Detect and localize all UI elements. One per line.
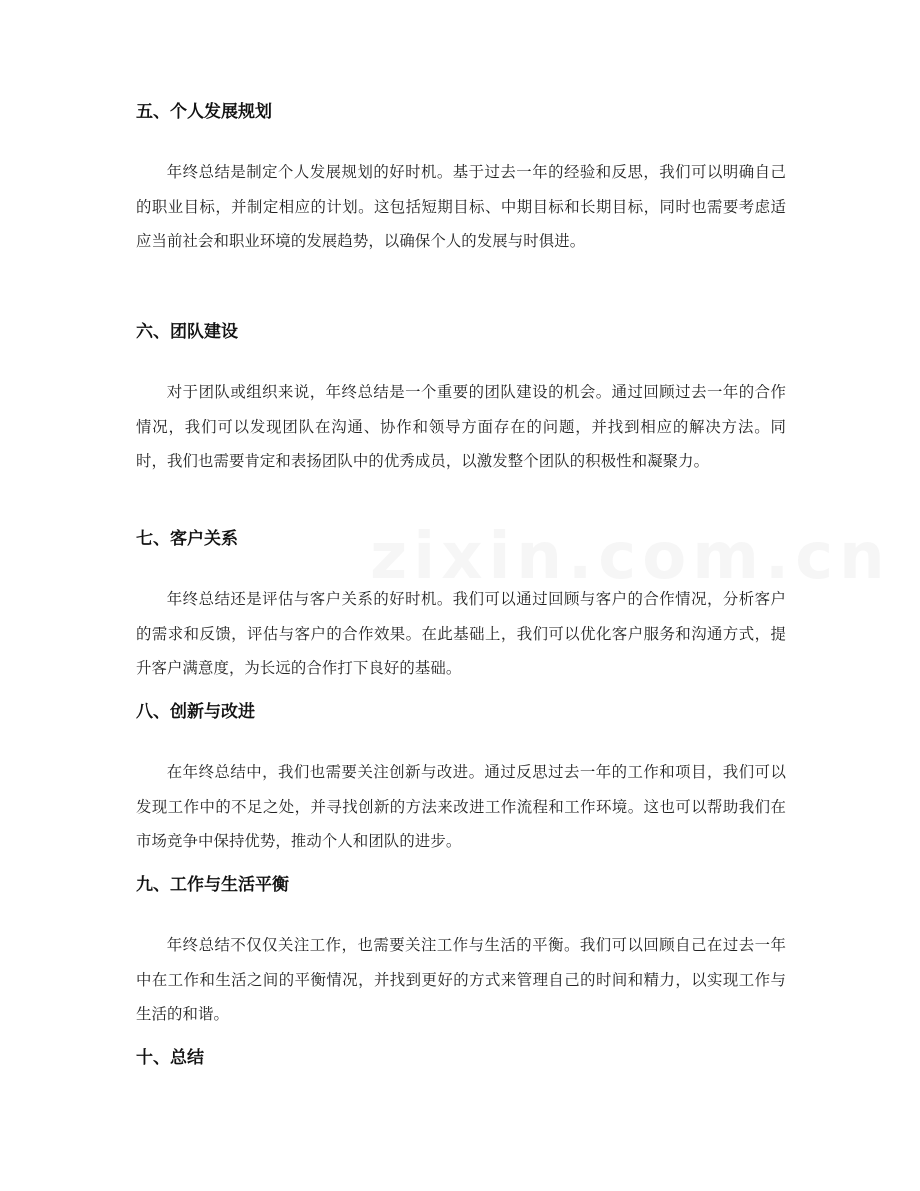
section-customer-relations (136, 527, 786, 686)
section-paragraph: 年终总结还是评估与客户关系的好时机。我们可以通过回顾与客户的合作情况，分析客户的需求和反馈，评估与客户的合作效果。在此基础上，我们可以优化客户服务和沟通方式，提升客户满意度，为长远的合作打下良好的基础。 (136, 590, 786, 677)
section-paragraph: 对于团队或组织来说，年终总结是一个重要的团队建设的机会。通过回顾过去一年的合作情况，我们可以发现团队在沟通、协作和领导方面存在的问题，并找到相应的解决方法。同时，我们也需要肯定和表扬团队中的优秀成员，以激发整个团队的积极性和凝聚力。 (136, 383, 786, 470)
section-paragraph: 年终总结是制定个人发展规划的好时机。基于过去一年的经验和反思，我们可以明确自己的职业目标，并制定相应的计划。这包括短期目标、中期目标和长期目标，同时也需要考虑适应当前社会和职业环境的发展趋势，以确保个人的发展与时俱进。 (136, 163, 786, 250)
section-paragraph: 年终总结不仅仅关注工作，也需要关注工作与生活的平衡。我们可以回顾自己在过去一年中在工作和生活之间的平衡情况，并找到更好的方式来管理自己的时间和精力，以实现工作与生活的和谐。 (136, 936, 786, 1023)
section-heading: 五、个人发展规划 (136, 102, 272, 122)
section-heading: 八、创新与改进 (136, 702, 255, 722)
section-work-life-balance (136, 873, 786, 1032)
section-heading: 六、团队建设 (136, 322, 238, 342)
section-summary (136, 1046, 786, 1070)
section-heading: 九、工作与生活平衡 (136, 875, 289, 895)
watermark-text: zixin.com.cn (370, 520, 891, 594)
section-heading: 十、总结 (136, 1048, 204, 1068)
section-innovation (136, 700, 786, 859)
section-team-building (136, 320, 786, 479)
section-personal-development (136, 100, 786, 259)
section-paragraph: 在年终总结中，我们也需要关注创新与改进。通过反思过去一年的工作和项目，我们可以发现工作中的不足之处，并寻找创新的方法来改进工作流程和工作环境。这也可以帮助我们在市场竞争中保持优势，推动个人和团队的进步。 (136, 763, 786, 850)
section-heading: 七、客户关系 (136, 529, 238, 549)
